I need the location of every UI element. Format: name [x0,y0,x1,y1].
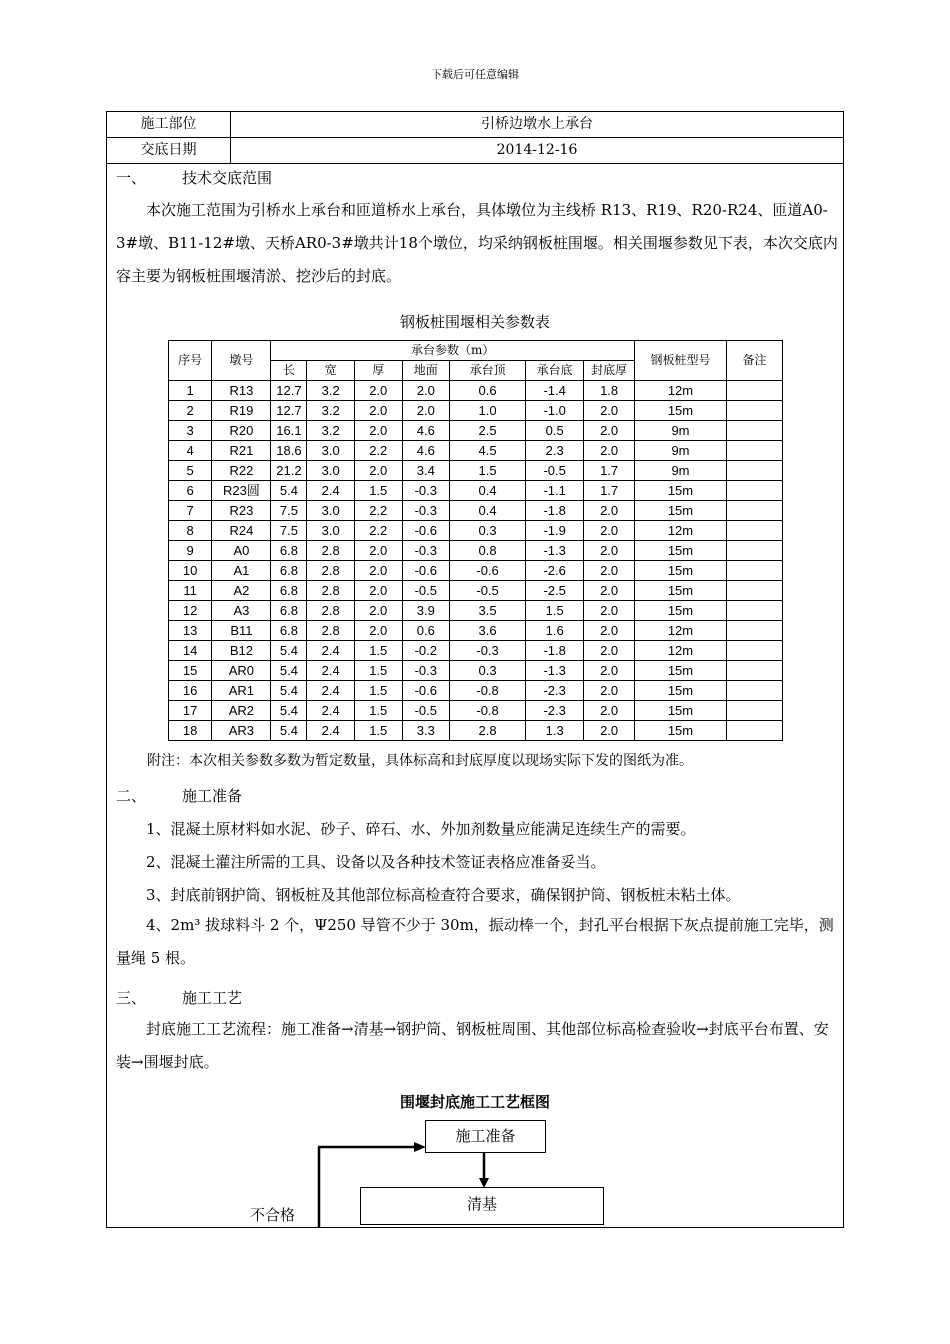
cell-cap-top: 2.5 [450,421,526,441]
cell-cap-bottom: 2.3 [526,441,584,461]
cell-seal-thickness: 1.8 [584,381,635,401]
section-3-paragraph: 封底施工工艺流程：施工准备→清基→钢护筒、钢板桩周围、其他部位标高检查验收→封底平台布置、安装→围堰封底。 [116,1020,829,1071]
cell-pier: R21 [212,441,271,461]
cell-pile-type: 15m [635,561,727,581]
cell-remark [726,721,782,741]
cell-ground: -0.6 [402,561,450,581]
table-row [169,521,783,541]
cell-ground: 4.6 [402,441,450,461]
header-seal-thickness: 封底厚 [584,361,635,381]
cell-width: 2.8 [307,621,355,641]
date-label: 交底日期 [107,138,231,163]
cell-seal-thickness: 2.0 [584,701,635,721]
cell-cap-top: -0.5 [450,581,526,601]
cell-thickness: 2.0 [354,561,402,581]
cell-seq: 1 [169,381,212,401]
cell-seq: 9 [169,541,212,561]
cell-pile-type: 12m [635,381,727,401]
section-1-heading [116,167,272,188]
cell-seq: 15 [169,661,212,681]
section-3-number: 三、 [116,989,147,1007]
cell-seq: 5 [169,461,212,481]
cell-pile-type: 15m [635,661,727,681]
cell-pile-type: 15m [635,601,727,621]
cell-seal-thickness: 2.0 [584,601,635,621]
cell-cap-bottom: -1.8 [526,641,584,661]
cell-length: 7.5 [271,521,307,541]
cell-length: 5.4 [271,641,307,661]
cell-width: 2.4 [307,641,355,661]
cell-ground: -0.3 [402,481,450,501]
cell-cap-bottom: 1.6 [526,621,584,641]
cell-cap-bottom: -1.9 [526,521,584,541]
cell-remark [726,661,782,681]
cell-seal-thickness: 1.7 [584,481,635,501]
cell-cap-bottom: -1.0 [526,401,584,421]
cell-cap-bottom: -1.3 [526,661,584,681]
cell-thickness: 2.0 [354,461,402,481]
cell-pier: R19 [212,401,271,421]
header-thickness: 厚 [354,361,402,381]
cell-cap-top: 1.5 [450,461,526,481]
header-pile: 钢板桩型号 [635,341,727,381]
cell-thickness: 1.5 [354,721,402,741]
cell-remark [726,561,782,581]
cell-pile-type: 9m [635,441,727,461]
cell-seal-thickness: 1.7 [584,461,635,481]
cell-cap-top: 4.5 [450,441,526,461]
cell-remark [726,541,782,561]
table-row [169,561,783,581]
cell-ground: -0.3 [402,501,450,521]
cell-width: 3.0 [307,441,355,461]
cell-pile-type: 15m [635,501,727,521]
cell-thickness: 1.5 [354,481,402,501]
table-note: 附注：本次相关参数多数为暂定数量，具体标高和封底厚度以现场实际下发的图纸为准。 [147,753,693,769]
location-value: 引桥边墩水上承台 [481,116,593,132]
cell-thickness: 2.2 [354,441,402,461]
cell-ground: 3.9 [402,601,450,621]
cell-width: 2.4 [307,661,355,681]
cell-cap-top: 1.0 [450,401,526,421]
cell-remark [726,501,782,521]
cell-cap-top: 0.3 [450,661,526,681]
cell-pile-type: 9m [635,421,727,441]
cell-seq: 14 [169,641,212,661]
section-3-title: 施工工艺 [182,989,243,1007]
cell-seal-thickness: 2.0 [584,561,635,581]
cell-length: 16.1 [271,421,307,441]
cell-length: 7.5 [271,501,307,521]
section-1-paragraph: 本次施工范围为引桥水上承台和匝道桥水上承台，具体墩位为主线桥 R13、R19、R20-R24、匝道A0-3#墩、B11-12#墩、天桥AR0-3#墩共计18个墩位，均采纳钢板桩围堰。相关围堰参数见下表，本次交底内容主要为钢板桩围堰清淤、挖沙后的封底。 [116,201,838,285]
cell-cap-bottom: -0.5 [526,461,584,481]
cell-cap-top: 0.3 [450,521,526,541]
table-row [169,721,783,741]
cell-length: 5.4 [271,681,307,701]
flow-box-clean-base: 清基 [360,1187,604,1225]
cell-ground: -0.3 [402,661,450,681]
flowchart-title: 围堰封底施工工艺框图 [399,1093,550,1111]
cell-cap-top: -0.8 [450,701,526,721]
cell-cap-bottom: -1.8 [526,501,584,521]
cell-cap-top: -0.8 [450,681,526,701]
cell-length: 12.7 [271,381,307,401]
date-value: 2014-12-16 [496,142,578,158]
cell-remark [726,621,782,641]
table-row [169,481,783,501]
cell-length: 6.8 [271,541,307,561]
cell-seq: 2 [169,401,212,421]
cell-pile-type: 15m [635,581,727,601]
cell-pier: R24 [212,521,271,541]
cell-thickness: 2.2 [354,501,402,521]
parameter-table [168,340,783,741]
cell-pier: AR1 [212,681,271,701]
cell-cap-bottom: 0.5 [526,421,584,441]
cell-thickness: 2.0 [354,381,402,401]
cell-seal-thickness: 2.0 [584,621,635,641]
cell-seq: 10 [169,561,212,581]
cell-length: 21.2 [271,461,307,481]
cell-cap-top: 0.8 [450,541,526,561]
cell-remark [726,441,782,461]
cell-cap-top: 0.4 [450,501,526,521]
cell-cap-top: -0.3 [450,641,526,661]
cell-pile-type: 15m [635,721,727,741]
table-row [169,641,783,661]
cell-seq: 13 [169,621,212,641]
header-seq: 序号 [169,341,212,381]
section-1-title: 技术交底范围 [182,169,273,187]
cell-seq: 4 [169,441,212,461]
table-row [169,681,783,701]
cell-pile-type: 15m [635,541,727,561]
cell-remark [726,701,782,721]
cell-seal-thickness: 2.0 [584,541,635,561]
cell-ground: 3.3 [402,721,450,741]
cell-cap-top: 3.5 [450,601,526,621]
cell-seq: 7 [169,501,212,521]
cell-thickness: 1.5 [354,661,402,681]
cell-remark [726,581,782,601]
cell-cap-bottom: -2.5 [526,581,584,601]
cell-ground: 3.4 [402,461,450,481]
cell-cap-bottom: -1.1 [526,481,584,501]
cell-pier: AR2 [212,701,271,721]
cell-cap-bottom: -1.3 [526,541,584,561]
table-row [169,401,783,421]
cell-ground: 4.6 [402,421,450,441]
cell-seal-thickness: 2.0 [584,521,635,541]
flow-box-preparation: 施工准备 [425,1120,546,1153]
cell-cap-bottom: 1.5 [526,601,584,621]
cell-remark [726,521,782,541]
cell-remark [726,601,782,621]
cell-width: 2.8 [307,601,355,621]
header-row-date [107,138,843,164]
cell-width: 2.8 [307,561,355,581]
cell-length: 12.7 [271,401,307,421]
cell-thickness: 2.0 [354,601,402,621]
cell-ground: -0.2 [402,641,450,661]
cell-pile-type: 15m [635,401,727,421]
cell-seal-thickness: 2.0 [584,721,635,741]
cell-remark [726,401,782,421]
table-row [169,461,783,481]
cell-thickness: 2.0 [354,541,402,561]
cell-seal-thickness: 2.0 [584,661,635,681]
cell-length: 6.8 [271,581,307,601]
cell-cap-bottom: -2.3 [526,701,584,721]
section-3-heading [116,987,242,1008]
cell-ground: -0.6 [402,681,450,701]
cell-thickness: 2.0 [354,421,402,441]
location-label: 施工部位 [107,112,231,137]
watermark-text: 下载后可任意编辑 [431,68,519,81]
header-group: 承台参数（m） [271,341,635,361]
cell-pile-type: 12m [635,621,727,641]
header-width: 宽 [307,361,355,381]
cell-seq: 17 [169,701,212,721]
cell-length: 18.6 [271,441,307,461]
cell-ground: -0.5 [402,701,450,721]
cell-seal-thickness: 2.0 [584,641,635,661]
cell-length: 6.8 [271,561,307,581]
cell-width: 2.4 [307,701,355,721]
cell-length: 5.4 [271,661,307,681]
cell-length: 6.8 [271,601,307,621]
cell-pile-type: 15m [635,481,727,501]
cell-thickness: 2.0 [354,401,402,421]
cell-cap-top: 2.8 [450,721,526,741]
table-caption: 钢板桩围堰相关参数表 [399,313,550,331]
cell-width: 3.2 [307,401,355,421]
prep-item-2: 2、混凝土灌注所需的工具、设备以及各种技术签证表格应准备妥当。 [146,853,606,871]
cell-seq: 8 [169,521,212,541]
section-2-title: 施工准备 [182,787,243,805]
section-1-number: 一、 [116,169,147,187]
header-row-location [107,112,843,138]
cell-pile-type: 12m [635,521,727,541]
cell-cap-bottom: -2.6 [526,561,584,581]
cell-pier: A1 [212,561,271,581]
cell-thickness: 2.0 [354,581,402,601]
cell-seq: 16 [169,681,212,701]
cell-length: 5.4 [271,721,307,741]
cell-seq: 6 [169,481,212,501]
cell-pier: B11 [212,621,271,641]
cell-pier: R23 [212,501,271,521]
table-row [169,381,783,401]
cell-pier: AR0 [212,661,271,681]
cell-pier: R20 [212,421,271,441]
cell-remark [726,481,782,501]
cell-pile-type: 15m [635,701,727,721]
cell-width: 2.8 [307,541,355,561]
cell-ground: -0.6 [402,521,450,541]
cell-thickness: 2.2 [354,521,402,541]
table-row [169,581,783,601]
cell-pile-type: 15m [635,681,727,701]
cell-pier: A3 [212,601,271,621]
header-cap-bottom: 承台底 [526,361,584,381]
cell-seal-thickness: 2.0 [584,441,635,461]
prep-item-4: 4、2m³ 拔球料斗 2 个，Ψ250 导管不少于 30m，振动棒一个，封孔平台根据下灰点提前施工完毕，测量绳 5 根。 [116,916,834,967]
table-row [169,541,783,561]
cell-length: 5.4 [271,481,307,501]
cell-pier: B12 [212,641,271,661]
cell-pier: R22 [212,461,271,481]
cell-cap-bottom: 1.3 [526,721,584,741]
cell-remark [726,421,782,441]
cell-width: 3.0 [307,461,355,481]
cell-width: 2.4 [307,721,355,741]
cell-remark [726,641,782,661]
table-row [169,661,783,681]
section-2-heading [116,785,242,806]
cell-width: 2.4 [307,481,355,501]
header-pier: 墩号 [212,341,271,381]
cell-seq: 12 [169,601,212,621]
cell-cap-top: 0.6 [450,381,526,401]
cell-seq: 11 [169,581,212,601]
table-row [169,421,783,441]
cell-seal-thickness: 2.0 [584,501,635,521]
cell-pile-type: 12m [635,641,727,661]
cell-seal-thickness: 2.0 [584,581,635,601]
cell-remark [726,461,782,481]
cell-ground: -0.5 [402,581,450,601]
table-row [169,701,783,721]
prep-item-1: 1、混凝土原材料如水泥、砂子、碎石、水、外加剂数量应能满足连续生产的需要。 [146,820,696,838]
cell-pier: A0 [212,541,271,561]
cell-cap-bottom: -1.4 [526,381,584,401]
cell-ground: 0.6 [402,621,450,641]
cell-pier: A2 [212,581,271,601]
header-length: 长 [271,361,307,381]
cell-seal-thickness: 2.0 [584,401,635,421]
cell-ground: 2.0 [402,401,450,421]
cell-width: 3.0 [307,501,355,521]
cell-cap-top: 0.4 [450,481,526,501]
cell-pier: R13 [212,381,271,401]
fail-label: 不合格 [250,1206,296,1224]
header-remark: 备注 [726,341,782,381]
cell-cap-bottom: -2.3 [526,681,584,701]
section-2-number: 二、 [116,787,147,805]
cell-seq: 18 [169,721,212,741]
cell-cap-top: 3.6 [450,621,526,641]
cell-seq: 3 [169,421,212,441]
cell-width: 2.8 [307,581,355,601]
cell-pier: R23圆 [212,481,271,501]
cell-remark [726,381,782,401]
table-row [169,441,783,461]
cell-length: 6.8 [271,621,307,641]
cell-pier: AR3 [212,721,271,741]
table-row [169,501,783,521]
cell-thickness: 2.0 [354,621,402,641]
cell-seal-thickness: 2.0 [584,421,635,441]
header-ground: 地面 [402,361,450,381]
cell-remark [726,681,782,701]
cell-pile-type: 9m [635,461,727,481]
cell-length: 5.4 [271,701,307,721]
cell-width: 3.0 [307,521,355,541]
cell-ground: 2.0 [402,381,450,401]
cell-width: 3.2 [307,381,355,401]
cell-seal-thickness: 2.0 [584,681,635,701]
header-cap-top: 承台顶 [450,361,526,381]
cell-ground: -0.3 [402,541,450,561]
cell-width: 2.4 [307,681,355,701]
table-row [169,621,783,641]
cell-thickness: 1.5 [354,701,402,721]
cell-cap-top: -0.6 [450,561,526,581]
table-row [169,601,783,621]
prep-item-3: 3、封底前钢护筒、钢板桩及其他部位标高检查符合要求，确保钢护筒、钢板桩未粘土体。 [146,886,741,904]
cell-thickness: 1.5 [354,681,402,701]
cell-width: 3.2 [307,421,355,441]
cell-thickness: 1.5 [354,641,402,661]
